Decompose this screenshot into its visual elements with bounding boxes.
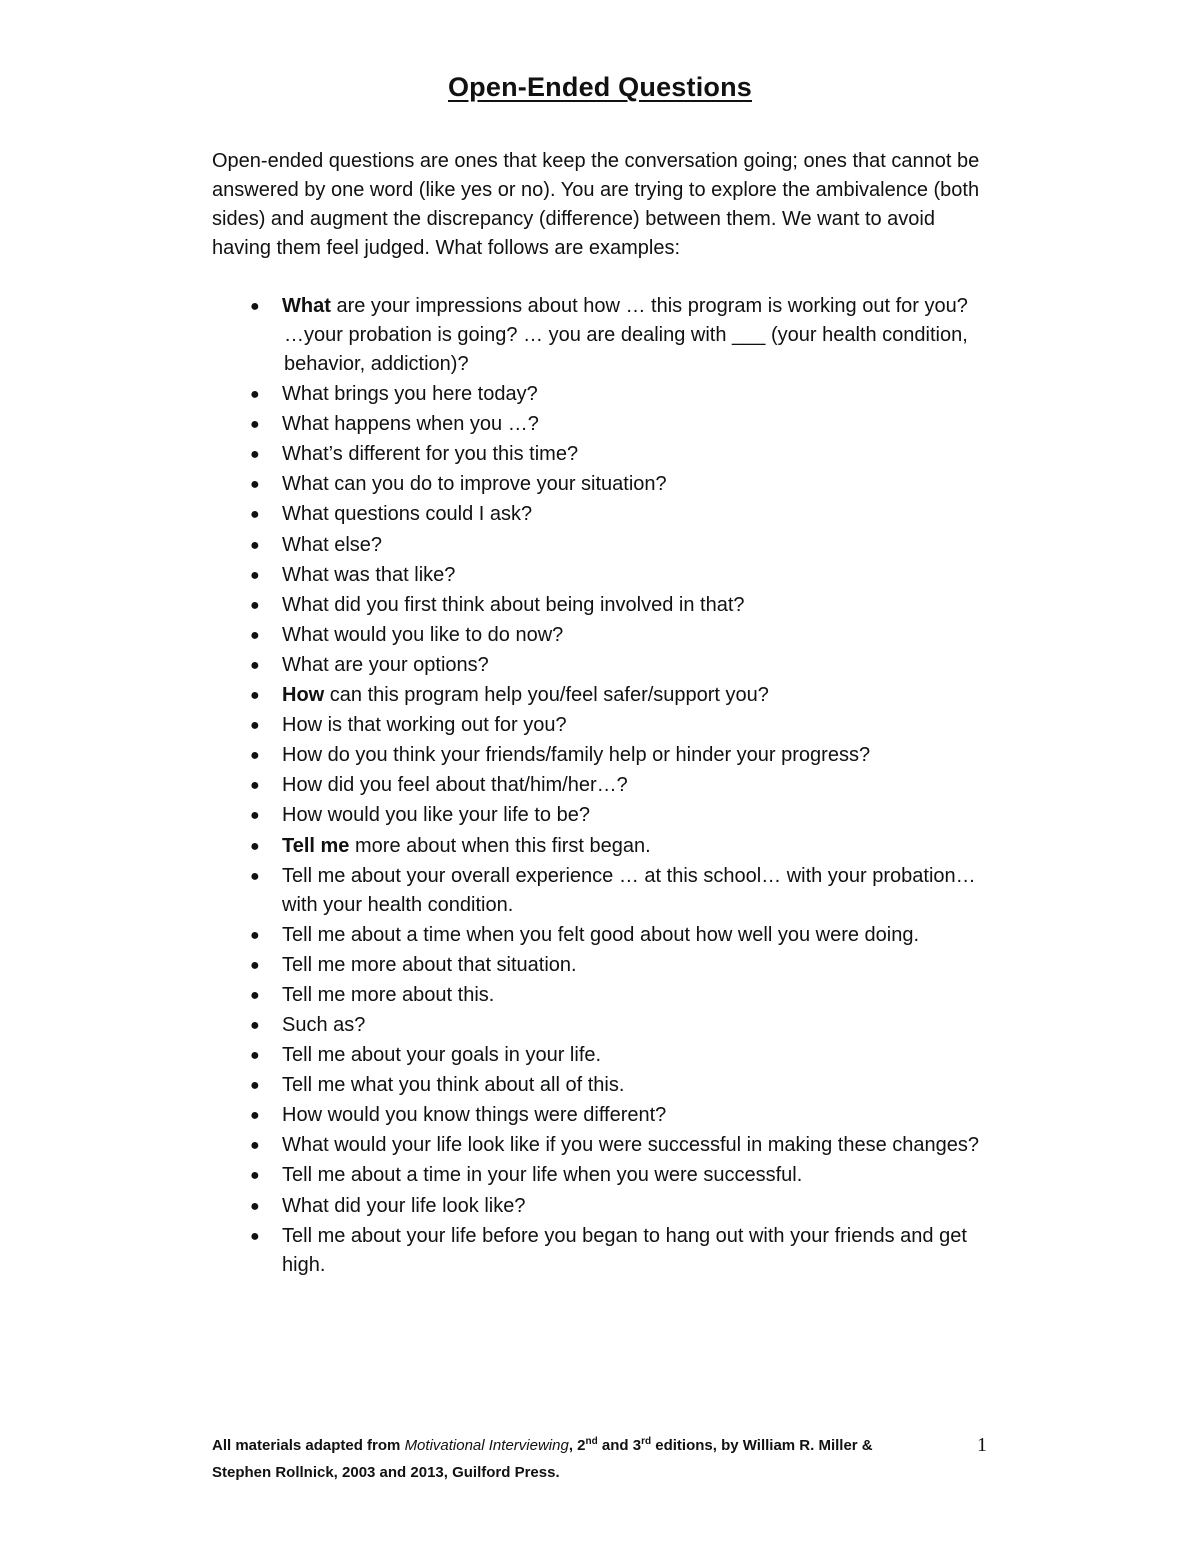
bullet-icon: ● — [250, 566, 260, 584]
list-item — [212, 621, 1002, 650]
list-item-lead: How — [282, 684, 325, 707]
bullet-icon: ● — [250, 1077, 260, 1095]
list-item — [212, 1101, 1002, 1130]
footer-comma: , 2 — [568, 1437, 586, 1454]
list-item — [212, 380, 1002, 409]
list-item — [212, 1161, 1002, 1190]
list-item-text: Tell me about your life before you began to hang out with your friends and get high. — [282, 1224, 967, 1276]
list-item-text: What questions could I ask? — [282, 503, 533, 526]
list-item-text: What would your life look like if you were successful in making these changes? — [282, 1134, 980, 1157]
list-item-text: Tell me about your overall experience … at this school… with your probation… with your health condition. — [282, 864, 976, 916]
list-item — [212, 801, 1002, 830]
footer-book-title: Motivational Interviewing — [404, 1437, 569, 1454]
list-item — [212, 440, 1002, 469]
bullet-icon: ● — [250, 956, 260, 974]
list-item-lead: Tell me — [282, 834, 350, 857]
list-item-text: Such as? — [282, 1013, 366, 1036]
list-item-text: Tell me about a time when you felt good about how well you were doing. — [282, 923, 920, 946]
list-item — [212, 862, 1002, 920]
list-item — [212, 651, 1002, 680]
list-item-text: more about when this first began. — [349, 834, 651, 857]
bullet-icon: ● — [250, 687, 260, 705]
list-item — [212, 741, 1002, 770]
list-item-text: Tell me what you think about all of this. — [282, 1074, 625, 1097]
list-item-text: can this program help you/feel safer/support you? — [324, 684, 769, 707]
bullet-icon: ● — [250, 747, 260, 765]
bullet-icon: ● — [250, 1197, 260, 1215]
bullet-icon: ● — [250, 298, 260, 315]
bullet-icon: ● — [250, 626, 260, 644]
list-item-text: How is that working out for you? — [282, 714, 567, 737]
bullet-icon: ● — [250, 717, 260, 735]
bullet-icon: ● — [250, 837, 260, 855]
list-item — [212, 292, 1002, 379]
bullet-icon: ● — [250, 1047, 260, 1065]
list-item-text: What was that like? — [282, 563, 456, 586]
list-item — [212, 1192, 1002, 1221]
list-item-lead: What — [282, 295, 331, 317]
footer-suffix: editions, by William R. Miller & Stephen Rollnick, 2003 and 2013, Guilford Press. — [212, 1437, 873, 1481]
bullet-icon: ● — [250, 986, 260, 1004]
question-list — [212, 292, 1002, 1281]
list-item-text: How would you like your life to be? — [282, 804, 590, 827]
list-item — [212, 470, 1002, 499]
bullet-icon: ● — [250, 777, 260, 795]
page-number: 1 — [977, 1434, 987, 1456]
list-item-text: are your impressions about how … this program is working out for you? — [330, 295, 968, 317]
list-item-text: What happens when you …? — [282, 413, 539, 436]
bullet-icon: ● — [250, 536, 260, 554]
list-item-text: What did your life look like? — [282, 1194, 526, 1217]
list-item — [212, 981, 1002, 1010]
bullet-icon: ● — [250, 596, 260, 614]
footer-and: and 3 — [597, 1437, 642, 1454]
list-item-text: Tell me more about this. — [282, 983, 495, 1006]
list-item-text: What can you do to improve your situation? — [282, 473, 667, 496]
bullet-icon: ● — [250, 416, 260, 434]
bullet-icon: ● — [250, 1107, 260, 1125]
bullet-icon: ● — [250, 1016, 260, 1034]
intro-paragraph: Open-ended questions are ones that keep the conversation going; ones that cannot be answered by one word (like yes or no). You are trying to explore the ambivalence (both sides) and augment the discrepancy (difference) between them. We want to avoid having them feel judged. What follows are examples: — [212, 150, 980, 259]
bullet-icon: ● — [250, 867, 260, 885]
list-item — [212, 591, 1002, 620]
list-item — [212, 500, 1002, 529]
list-item-text: What did you first think about being involved in that? — [282, 593, 745, 616]
list-item-continuation: …your probation is going? … you are dealing with ___ (your health condition, behavior, addiction)? — [284, 324, 968, 375]
list-item-text: What brings you here today? — [282, 383, 538, 406]
list-item — [212, 1222, 1002, 1280]
page-title: Open-Ended Questions — [447, 72, 753, 102]
list-item-text: How do you think your friends/family help or hinder your progress? — [282, 744, 871, 767]
list-item-text: Tell me about a time in your life when you were successful. — [282, 1164, 803, 1187]
list-item-text: What else? — [282, 533, 383, 556]
list-item-text: Tell me more about that situation. — [282, 953, 577, 976]
bullet-icon: ● — [250, 807, 260, 825]
list-item — [212, 531, 1002, 560]
bullet-icon: ● — [250, 1227, 260, 1245]
list-item — [212, 1131, 1002, 1160]
bullet-icon: ● — [250, 1167, 260, 1185]
bullet-icon: ● — [250, 926, 260, 944]
bullet-icon: ● — [250, 506, 260, 524]
list-item — [212, 711, 1002, 740]
list-item — [212, 951, 1002, 980]
list-item-text: How would you know things were different? — [282, 1104, 667, 1127]
list-item — [212, 832, 1002, 861]
list-item — [212, 410, 1002, 439]
list-item-text: What are your options? — [282, 653, 489, 676]
footer-sup-nd: nd — [585, 1436, 598, 1447]
list-item-text: What’s different for you this time? — [282, 443, 579, 466]
footer-citation — [212, 1432, 932, 1486]
bullet-icon: ● — [250, 1137, 260, 1155]
bullet-icon: ● — [250, 446, 260, 464]
list-item — [212, 771, 1002, 800]
list-item — [212, 1011, 1002, 1040]
footer-sup-rd: rd — [641, 1436, 652, 1447]
bullet-icon: ● — [250, 386, 260, 404]
list-item — [212, 681, 1002, 710]
list-item-text: How did you feel about that/him/her…? — [282, 774, 628, 797]
bullet-icon: ● — [250, 656, 260, 674]
list-item — [212, 561, 1002, 590]
list-item-text: What would you like to do now? — [282, 623, 564, 646]
list-item — [212, 1071, 1002, 1100]
list-item — [212, 921, 1002, 950]
list-item — [212, 1041, 1002, 1070]
bullet-icon: ● — [250, 476, 260, 494]
footer-prefix: All materials adapted from — [212, 1437, 405, 1454]
list-item-text: Tell me about your goals in your life. — [282, 1044, 602, 1067]
